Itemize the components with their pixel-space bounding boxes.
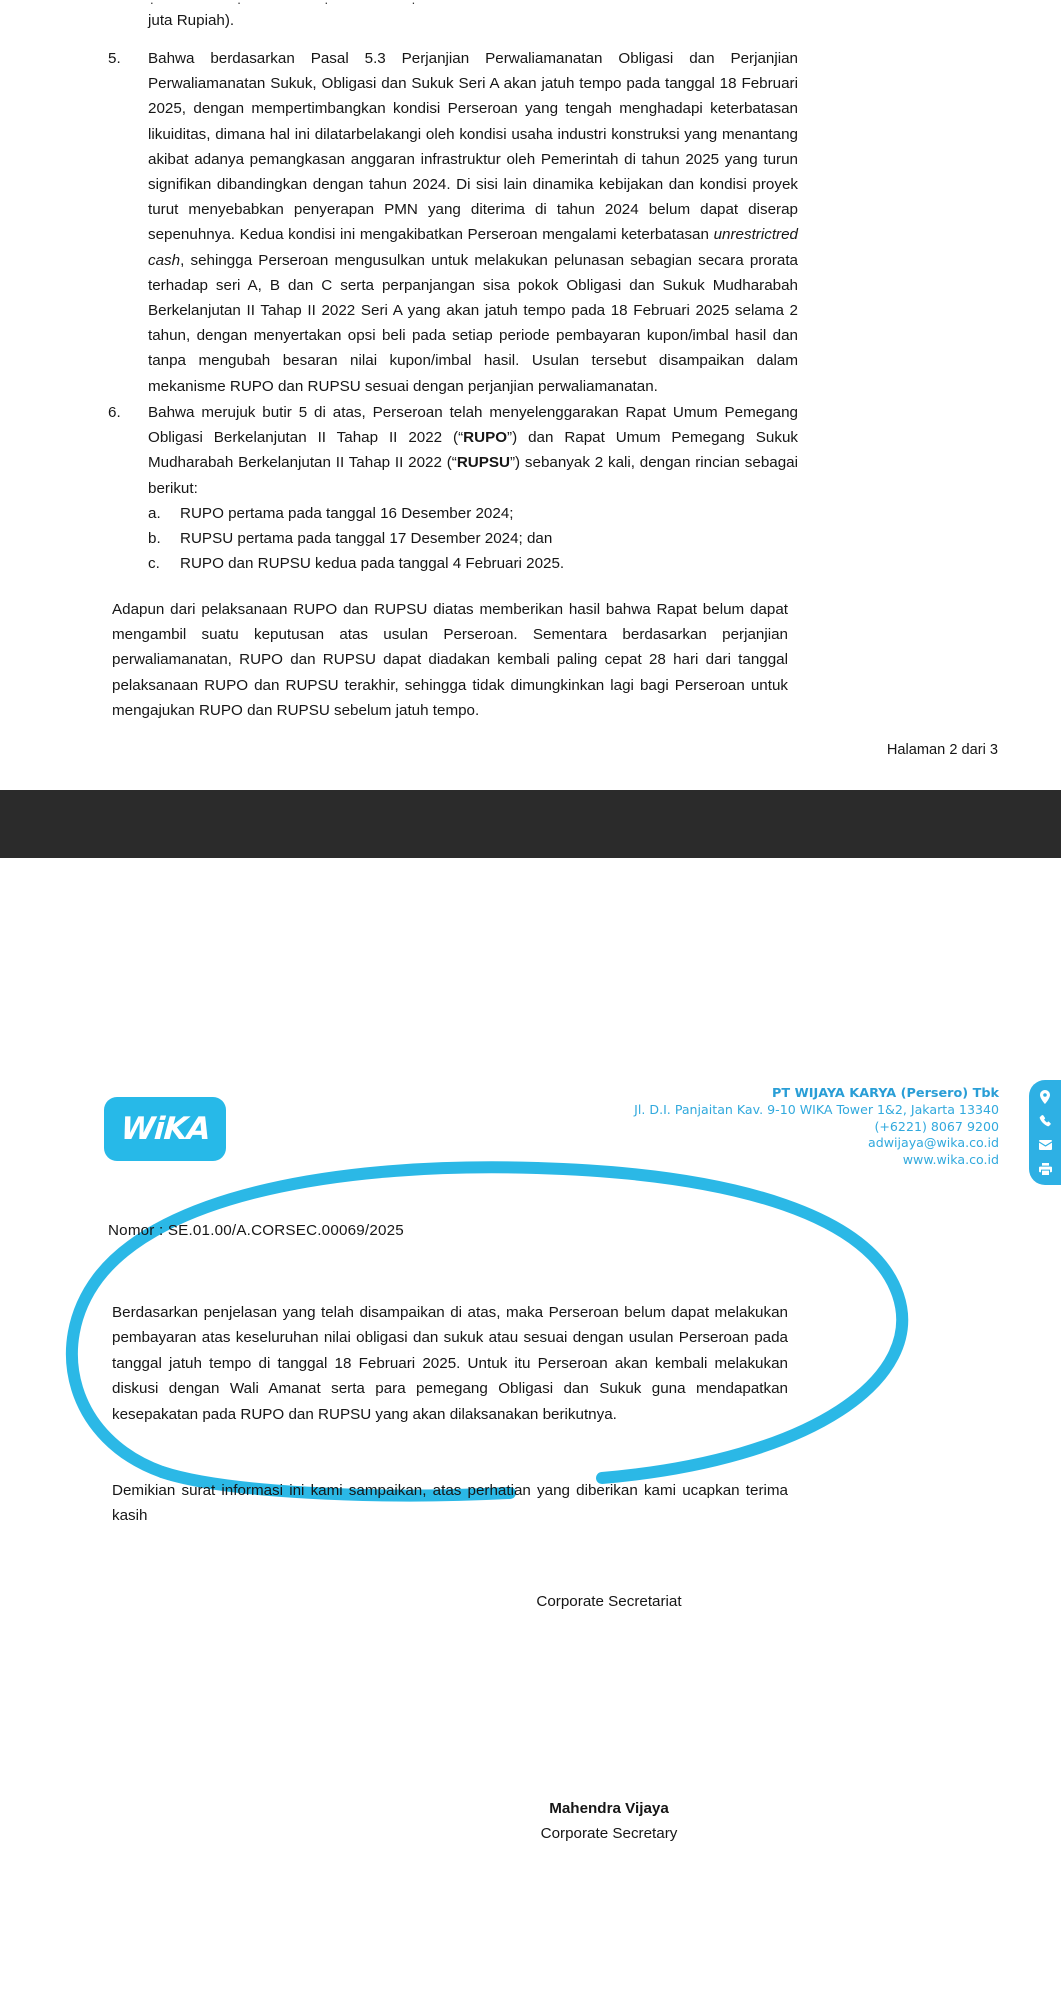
closing-paragraph-block [112,597,788,723]
wika-logo-text: WiKA [119,1111,211,1147]
letterhead-company-name: PT WIJAYA KARYA (Persero) Tbk [772,1086,999,1101]
page2-paragraph-2: Demikian surat informasi ini kami sampaikan, atas perhatian yang diberikan kami ucapkan terima kasih [112,1482,788,1525]
sub-item-a-marker: a. [148,505,161,522]
page2-paragraph-1: Berdasarkan penjelasan yang telah disampaikan di atas, maka Perseroan belum dapat melakukan pembayaran atas keseluruhan nilai obligasi dan sukuk atau sesuai dengan usulan Perseroan pada tanggal jatuh tempo di tanggal 18 Februari 2025. Untuk itu Perseroan akan kembali melakukan diskusi dengan Wali Amanat serta para pemegang Obligasi dan Sukuk guna mendapatkan kesepakatan pada RUPO dan RUPSU yang akan dilaksanakan berikutnya. [112,1304,788,1423]
clipped-text-row [150,0,850,8]
letterhead-email: adwijaya@wika.co.id [868,1135,999,1151]
envelope-icon [1037,1136,1054,1153]
sub-item-a-text: RUPO pertama pada tanggal 16 Desember 2024; [180,505,514,522]
item-6-text-part1: Bahwa merujuk butir 5 di atas, Perseroan telah menyelenggarakan Rapat Umum Pemegang Obligasi Berkelanjutan II Tahap II 2022 (“ [148,404,798,447]
closing-paragraph: Adapun dari pelaksanaan RUPO dan RUPSU diatas memberikan hasil bahwa Rapat belum dapat mengambil suatu keputusan atas usulan Perseroan. Sementara berdasarkan perjanjian perwaliamanatan, RUPO dan RUPSU dapat diadakan kembali paling cepat 28 hari dari tanggal pelaksanaan RUPO dan RUPSU terakhir, sehingga tidak dimungkinkan lagi bagi Perseroan untuk mengajukan RUPO dan RUPSU sebelum jatuh tempo. [112,601,788,719]
item-5-text-part2: , sehingga Perseroan mengusulkan untuk melakukan pelunasan sebagian secara prorata terhadap seri A, B dan C serta perpanjangan sisa pokok Obligasi dan Sukuk Mudharabah Berkelanjutan II Tahap II 2022 Seri A yang akan jatuh tempo pada 18 Februari 2025 selama 2 tahun, dengan menyertakan opsi beli pada setiap periode pembayaran kupon/imbal hasil dan tanpa mengubah besaran nilai kupon/imbal hasil. Usulan tersebut disampaikan dalam mekanisme RUPO dan RUPSU sesuai dengan perjanjian perwaliamanatan. [148,251,798,395]
sub-item-b-marker: b. [148,530,161,548]
item-6-body [148,400,798,501]
numbered-item-5 [108,46,798,399]
signature-name-block [0,1796,1061,1846]
page2-paragraph-2-block [112,1478,788,1529]
signature-department: Corporate Secretariat [536,1593,682,1610]
item-5-text [148,46,798,399]
signature-title: Corporate Secretary [540,1825,678,1842]
sub-item-a [148,501,788,526]
letterhead-phone: (+6221) 8067 9200 [874,1118,999,1134]
item-6-bold-rupsu: RUPSU [456,454,510,472]
phone-icon [1037,1112,1054,1129]
signature-name: Mahendra Vijaya [549,1800,669,1817]
numbered-item-6 [108,400,798,501]
sub-item-c-marker: c. [148,555,160,573]
location-pin-icon [1037,1088,1054,1105]
printer-icon [1037,1160,1054,1177]
sub-item-c [148,551,788,576]
item-5-italic-phrase: unrestrictred cash [148,226,798,269]
sub-item-b [148,526,788,551]
item-5-text-part1: Bahwa berdasarkan Pasal 5.3 Perjanjian Perwaliamanatan Obligasi dan Perjanjian Perwaliamanatan Sukuk, Obligasi dan Sukuk Seri A akan jatuh tempo pada tanggal 18 Februari 2025, dengan mempertimbangkan kondisi Perseroan yang tengah menghadapi keterbatasan likuiditas, dimana hal ini dilatarbelakangi oleh kondisi usaha industri konstruksi yang menantang akibat adanya pemangkasan anggaran infrastruktur oleh Pemerintah di tahun 2025 yang turun signifikan dibandingkan dengan tahun 2024. Di sisi lain dinamika kebijakan dan kondisi proyek turut menyebabkan penyerapan PMN yang diterima di tahun 2024 belum dapat diserap sepenuhnya. Kedua kondisi ini mengakibatkan Perseroan mengalami keterbatasan [148,50,798,244]
item-5-marker: 5. [108,50,121,67]
signature-department-block [0,1589,1061,1614]
letter-number: Nomor : SE.01.00/A.CORSEC.00069/2025 [108,1222,404,1239]
letterhead-contact-block [579,1086,999,1168]
contact-icon-strip [1029,1080,1061,1185]
page-number: Halaman 2 dari 3 [886,742,998,758]
sub-item-c-text: RUPO dan RUPSU kedua pada tanggal 4 Februari 2025. [180,555,565,573]
item-6-sub-list [148,501,788,577]
item-6-text-part2: ”) dan Rapat Umum Pemegang Sukuk Mudharabah Berkelanjutan II Tahap II 2022 (“ [148,429,798,472]
item-6-bold-rupo: RUPO [463,429,508,447]
letterhead-website: www.wika.co.id [902,1151,999,1167]
continuation-line: juta Rupiah). [148,12,235,29]
wika-logo [104,1097,226,1161]
letterhead-address: Jl. D.I. Panjaitan Kav. 9-10 WIKA Tower 1&2, Jakarta 13340 [634,1102,999,1118]
item-6-marker: 6. [108,404,121,421]
item-6-text-part3: ”) sebanyak 2 kali, dengan rincian sebagai berikut: [148,454,798,497]
page-separator-band [0,790,1061,858]
item-5-body [148,46,798,399]
page2-paragraph-1-block [112,1300,788,1427]
item-6-text [148,400,798,501]
sub-item-b-text: RUPSU pertama pada tanggal 17 Desember 2024; dan [180,530,553,548]
